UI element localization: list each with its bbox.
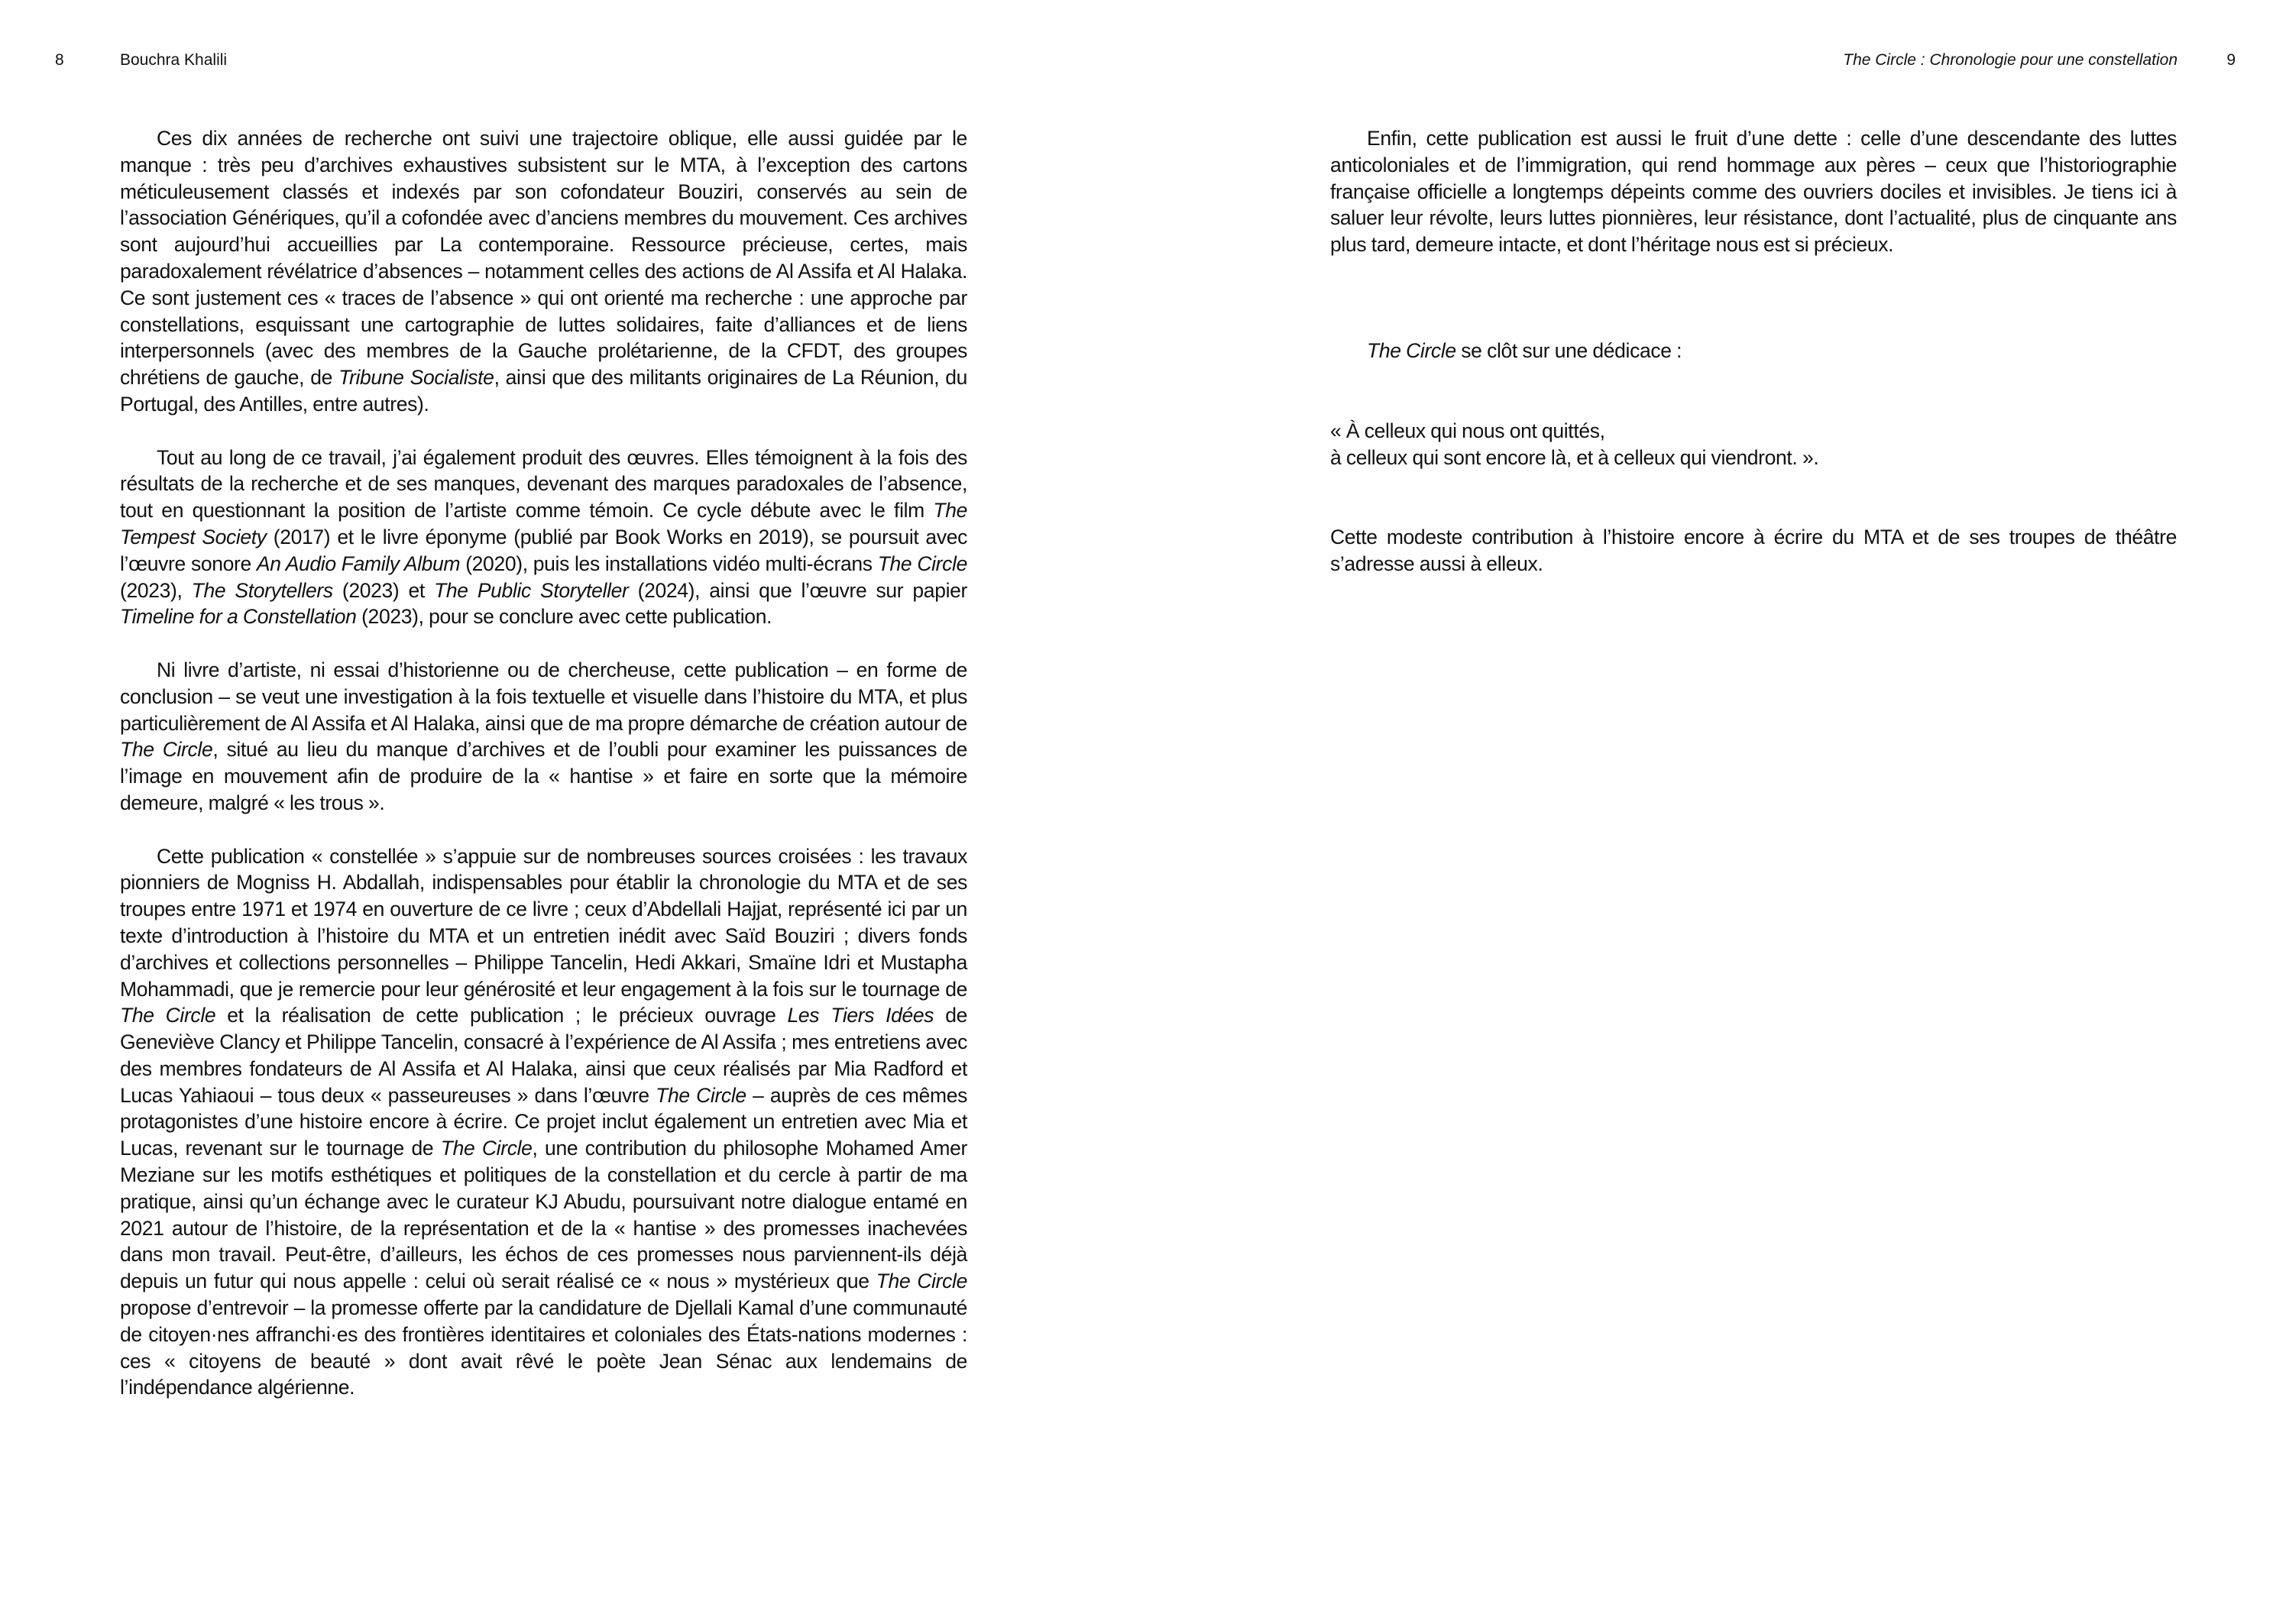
dedication-intro (1330, 338, 2177, 364)
body-text: , ainsi que des militants originaires de La Réunion, du Portugal, des Antilles, entre autres). (120, 366, 967, 416)
body-text: à celleux qui sont encore là, et à celleux qui viendront. ». (1330, 445, 1819, 469)
italic-title-text: The Circle (656, 1083, 746, 1107)
body-text: de Geneviève Clancy et Philippe Tancelin, consacré à l’expérience de Al Assifa ; mes entretiens avec des membres fondateurs de Al Assifa et Al Halaka, ainsi que ceux réalisés par Mia Radford et Lucas Yahiaoui – tous deux « passeureuses » dans l’œuvre (120, 1004, 967, 1107)
dedication-quote-line (1330, 445, 2177, 471)
body-text: , une contribution du philosophe Mohamed Amer Meziane sur les motifs esthétiques et politiques de la constellation et du cercle à partir de ma pratique, ainsi qu’un échange avec le curateur KJ Abudu, poursuivant notre dialogue entamé en 2021 autour de l’histoire, de la représentation et de la « hantise » des promesses inachevées dans mon travail. Peut-être, d’ailleurs, les échos de ces promesses nous parviennent-ils déjà depuis un futur qui nous appelle : celui où serait réalisé ce « nous » mystérieux que (120, 1137, 967, 1293)
paragraph (120, 657, 967, 817)
right-page-text-column (1330, 125, 2177, 577)
body-text: (2023), pour se conclure avec cette publication. (356, 605, 772, 629)
body-text: , situé au lieu du manque d’archives et de l’oubli pour examiner les puissances de l’image en mouvement afin de produire de la « hantise » et faire en sorte que la mémoire demeure, malgré « les trous ». (120, 738, 967, 814)
body-text: et la réalisation de cette publication ; le précieux ouvrage (215, 1004, 788, 1027)
body-text: Cette modeste contribution à l’histoire encore à écrire du MTA et de ses troupes de théâtre s’adresse aussi à elleux. (1330, 525, 2177, 575)
italic-title-text: An Audio Family Album (256, 552, 461, 575)
body-text: « À celleux qui nous ont quittés, (1330, 419, 1605, 442)
body-text: Ni livre d’artiste, ni essai d’historienne ou de chercheuse, cette publication – en forme de conclusion – se veut une investigation à la fois textuelle et visuelle dans l’histoire du MTA, et plus particulièrement de Al Assifa et Al Halaka, ainsi que de ma propre démarche de création autour de (120, 658, 967, 735)
body-text: propose d’entrevoir – la promesse offerte par la candidature de Djellali Kamal d’une communauté de citoyen·nes affranchi·es des frontières identitaires et coloniales des États-nations modernes : ces « citoyens de beauté » dont avait rêvé le poète Jean Sénac aux lendemains de l’indépendance algérienne. (120, 1296, 967, 1399)
italic-title-text: Tribune Socialiste (338, 366, 494, 390)
italic-title-text: The Public Storyteller (434, 578, 629, 602)
body-text: (2017) et le livre éponyme (publié par Book Works en 2019), se poursuit avec l’œuvre sonore (120, 525, 968, 575)
italic-title-text: The Circle (120, 738, 213, 762)
body-text: – auprès de ces mêmes protagonistes d’une histoire encore à écrire. Ce projet inclut également un entretien avec Mia et Lucas, revenant sur le tournage de (120, 1083, 967, 1160)
body-text: (2023) et (332, 578, 435, 602)
italic-title-text: The Circle (876, 1270, 967, 1293)
italic-title-text: Les Tiers Idées (787, 1004, 934, 1027)
left-page-text-column (120, 125, 967, 1401)
italic-title-text: The Circle (120, 1004, 216, 1027)
italic-title-text: The Storytellers (191, 578, 333, 602)
running-head-author: Bouchra Khalili (120, 51, 228, 69)
italic-title-text: The Circle (440, 1137, 533, 1160)
running-head-title: The Circle : Chronologie pour une constellation (1843, 51, 2178, 69)
body-text: se clôt sur une dédicace : (1455, 339, 1682, 363)
closing-paragraph (1330, 524, 2177, 577)
paragraph (120, 445, 967, 631)
body-text: (2024), ainsi que l’œuvre sur papier (628, 578, 967, 602)
body-text: Cette publication « constellée » s’appuie sur de nombreuses sources croisées : les travaux pionniers de Mogniss H. Abdallah, indispensables pour établir la chronologie du MTA et de ses troupes entre 1971 et 1974 en ouverture de ce livre ; ceux d’Abdellali Hajjat, représenté ici par un texte d’introduction à l’histoire du MTA et un entretien inédit avec Saïd Bouziri ; divers fonds d’archives et collections personnelles – Philippe Tancelin, Hedi Akkari, Smaïne Idri et Mustapha Mohammadi, que je remercie pour leur générosité et leur engagement à la fois sur le tournage de (120, 844, 967, 1001)
page-number-right: 9 (2226, 51, 2236, 69)
body-text: Tout au long de ce travail, j’ai également produit des œuvres. Elles témoignent à la fois des résultats de la recherche et de ses manques, devenant des marques paradoxales de l’absence, tout en questionnant la position de l’artiste comme témoin. Ce cycle débute avec le film (120, 445, 967, 522)
body-text: (2020), puis les installations vidéo multi-écrans (460, 552, 878, 575)
body-text: Enfin, cette publication est aussi le fruit d’une dette : celle d’une descendante des luttes anticoloniales et de l’immigration, qui rend hommage aux pères – ceux que l’historiographie française officielle a longtemps dépeints comme des ouvriers dociles et invisibles. Je tiens ici à saluer leur révolte, leurs luttes pionnières, leur résistance, dont l’actualité, plus de cinquante ans plus tard, demeure intacte, et dont l’héritage nous est si précieux. (1330, 127, 2177, 257)
dedication-quote-line (1330, 418, 2177, 445)
body-text: (2023), (120, 578, 192, 602)
paragraph (120, 125, 967, 418)
italic-title-text: The Circle (877, 552, 967, 575)
italic-title-text: The Tempest Society (120, 499, 967, 548)
paragraph (1330, 125, 2177, 258)
paragraph (120, 843, 967, 1402)
italic-title-text: The Circle (1367, 339, 1456, 363)
italic-title-text: Timeline for a Constellation (120, 605, 357, 629)
page-number-left: 8 (55, 51, 64, 69)
body-text: Ces dix années de recherche ont suivi une trajectoire oblique, elle aussi guidée par le manque : très peu d’archives exhaustives subsistent sur le MTA, à l’exception des cartons méticuleusement classés et indexés par son cofondateur Bouziri, conservés au sein de l’association Génériques, qu’il a cofondée avec d’anciens membres du mouvement. Ces archives sont aujourd’hui accueillies par La contemporaine. Ressource précieuse, certes, mais paradoxalement révélatrice d’absences – notamment celles des actions de Al Assifa et Al Halaka. Ce sont justement ces « traces de l’absence » qui ont orienté ma recherche : une approche par constellations, esquissant une cartographie de luttes solidaires, faite d’alliances et de liens interpersonnels (avec des membres de la Gauche prolétarienne, de la CFDT, des groupes chrétiens de gauche, de (120, 127, 967, 390)
